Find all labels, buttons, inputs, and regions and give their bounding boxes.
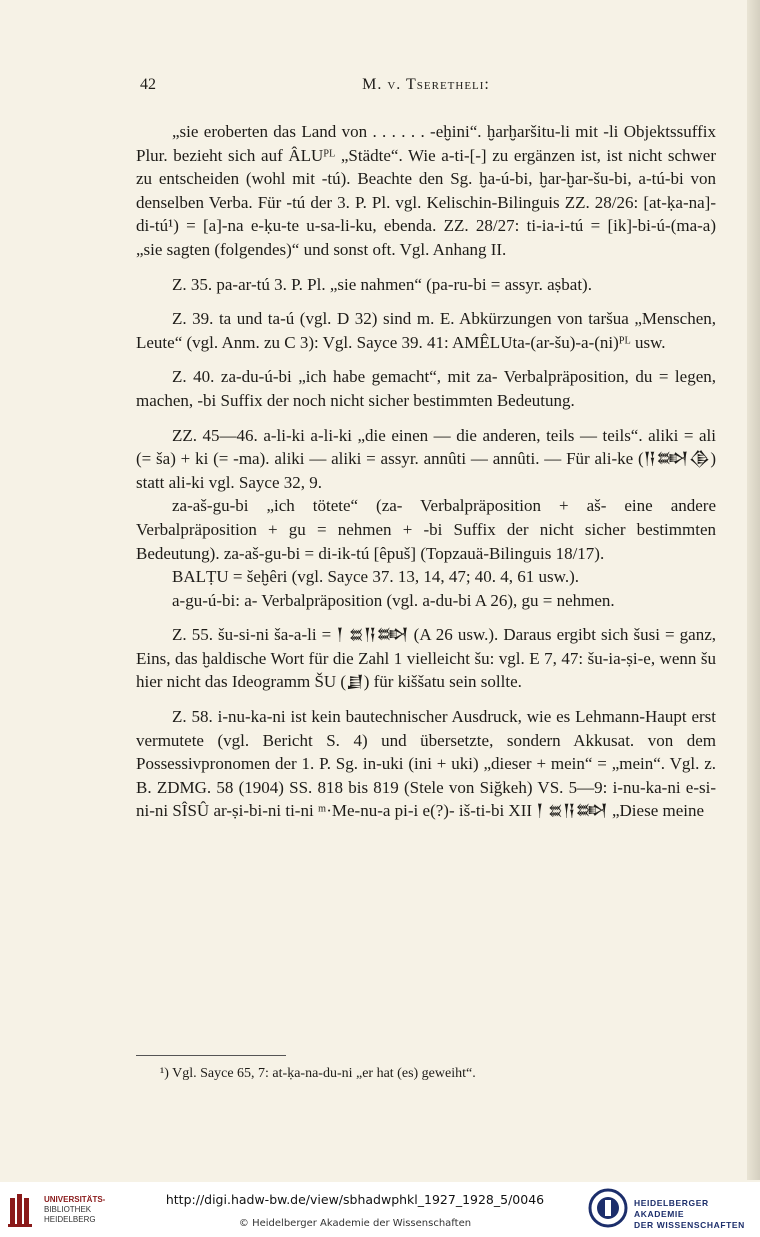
viewer-footer xyxy=(0,1182,760,1237)
paragraph-z40: Z. 40. za-du-ú-bi „ich habe gemacht“, mit za- Verbalpräposition, du = legen, machen, -bi Suffix der noch nicht sicher bestimmten Bedeutung. xyxy=(136,367,716,410)
ub-heidelberg-logo[interactable] xyxy=(8,1190,158,1230)
permalink-url[interactable]: http://digi.hadw-bw.de/view/sbhadwphkl_1927_1928_5/0046 xyxy=(165,1192,545,1207)
hadw-logo[interactable] xyxy=(588,1188,758,1232)
ub-logo-line2: BIBLIOTHEK xyxy=(44,1205,92,1214)
academy-seal-icon xyxy=(588,1188,628,1228)
page-header xyxy=(136,76,716,98)
ub-logo-line1: UNIVERSITÄTS- xyxy=(44,1195,106,1204)
paragraph-z39: Z. 39. ta und ta-ú (vgl. D 32) sind m. E. Abkürzungen von taršua „Menschen, Leute“ (vgl. Anm. zu C 3): Vgl. Sayce 39. 41: AMÊLUta-(ar-šu)-a-(ni)ᴾᴸ usw. xyxy=(136,309,716,352)
page-number: 42 xyxy=(140,76,156,93)
hadw-logo-line2: DER WISSENSCHAFTEN xyxy=(634,1220,745,1230)
footnote: ¹) Vgl. Sayce 65, 7: at-ḳa-na-du-ni „er hat (es) geweiht“. xyxy=(160,1066,476,1081)
ub-logo-line3: HEIDELBERG xyxy=(44,1215,96,1224)
footnote-rule xyxy=(136,1055,286,1056)
paragraph-za-as-gu-bi: za-aš-gu-bi „ich tötete“ (za- Verbalpräposition + aš- eine andere Verbalpräposition + gu = nehmen + -bi Suffix der nicht sicher bestimmten Bedeutung). za-aš-gu-bi = di-ik-tú [êpuš] (Topzauä-Bilinguis 18/17). xyxy=(136,496,716,563)
paragraph-z58: Z. 58. i-nu-ka-ni ist kein bautechnischer Ausdruck, wie es Lehmann-Haupt erst vermutete (vgl. Bericht S. 4) und übersetzte, sondern Akkusat. von dem Possessivpronomen der 1. P. Sg. in-uki (ini + uki) „dieser + mein“ = „mein“. Vgl. z. B. ZDMG. 58 (1904) SS. 818 bis 819 (Stele von Siğkeh) VS. 5—9: i-nu-ka-ni e-si-ni-ni SÎSÛ ar-ṣi-bi-ni ti-ni ᵐ·Me-nu-a pi-i e(?)- iš-ti-bi XII 𒁹 𒊺𒀀𒇷 „Diese meine xyxy=(136,707,716,821)
paragraph-z55: Z. 55. šu-si-ni ša-a-li = 𒁹 𒊺𒀀𒇷 (A 26 usw.). Daraus ergibt sich šusi = ganz, Eins, das ḫaldische Wort für die Zahl 1 vielleicht šu: vgl. E 7, 47: šu-ia-ṣi-e, wenn šu hier nicht das Ideogramm ŠU (𒋗) für kiššatu sein sollte. xyxy=(136,625,716,692)
ub-logo-icon xyxy=(8,1190,36,1230)
paragraph-z35: Z. 35. pa-ar-tú 3. P. Pl. „sie nahmen“ (pa-ru-bi = assyr. aṣbat). xyxy=(172,274,592,294)
running-head: M. v. Tseretheli: xyxy=(362,76,490,93)
paragraph-baltu: BALṬU = šeḫêri (vgl. Sayce 37. 13, 14, 47; 40. 4, 61 usw.). xyxy=(172,567,579,587)
paragraph-a-gu-u-bi: a-gu-ú-bi: a- Verbalpräposition (vgl. a-du-bi A 26), gu = nehmen. xyxy=(172,590,615,610)
hadw-logo-line1: HEIDELBERGER AKADEMIE xyxy=(634,1198,709,1219)
paragraph-zz45-46: ZZ. 45—46. a-li-ki a-li-ki „die einen — die anderen, teils — teils“. aliki = ali (= ša) + ki (= -ma). aliki — aliki = assyr. annûti — annûti. — Für ali-ke (𒀀𒇷𒆠) statt ali-ki vgl. Sayce 32, 9. xyxy=(136,425,716,492)
body-text xyxy=(136,120,716,823)
copyright-notice: © Heidelberger Akademie der Wissenschaften xyxy=(238,1218,472,1229)
page-edge xyxy=(747,0,760,1180)
paragraph-1: „sie eroberten das Land von . . . . . . -eḫini“. ḫarḫaršitu-li mit -li Objektssuffix Plur. bezieht sich auf ÂLUᴾᴸ „Städte“. Wie a-ti-[-] zu ergänzen ist, ist nicht schwer zu entscheiden (wohl mit -tú). Beachte den Sg. ḫa-ú-bi, ḫar-ḫar-šu-bi, a-tú-bi von denselben Verba. Für -tú der 3. P. Pl. vgl. Kelischin-Bilinguis ZZ. 28/26: [at-ḳa-na]-di-tú¹) = [a]-na e-ḳu-te u-sa-li-ku, ebenda. ZZ. 28/27: ti-ia-i-tú = [ik]-bi-ú-(ma-a) „sie sagten (folgendes)“ und sonst oft. Vgl. Anhang II. xyxy=(136,122,716,259)
